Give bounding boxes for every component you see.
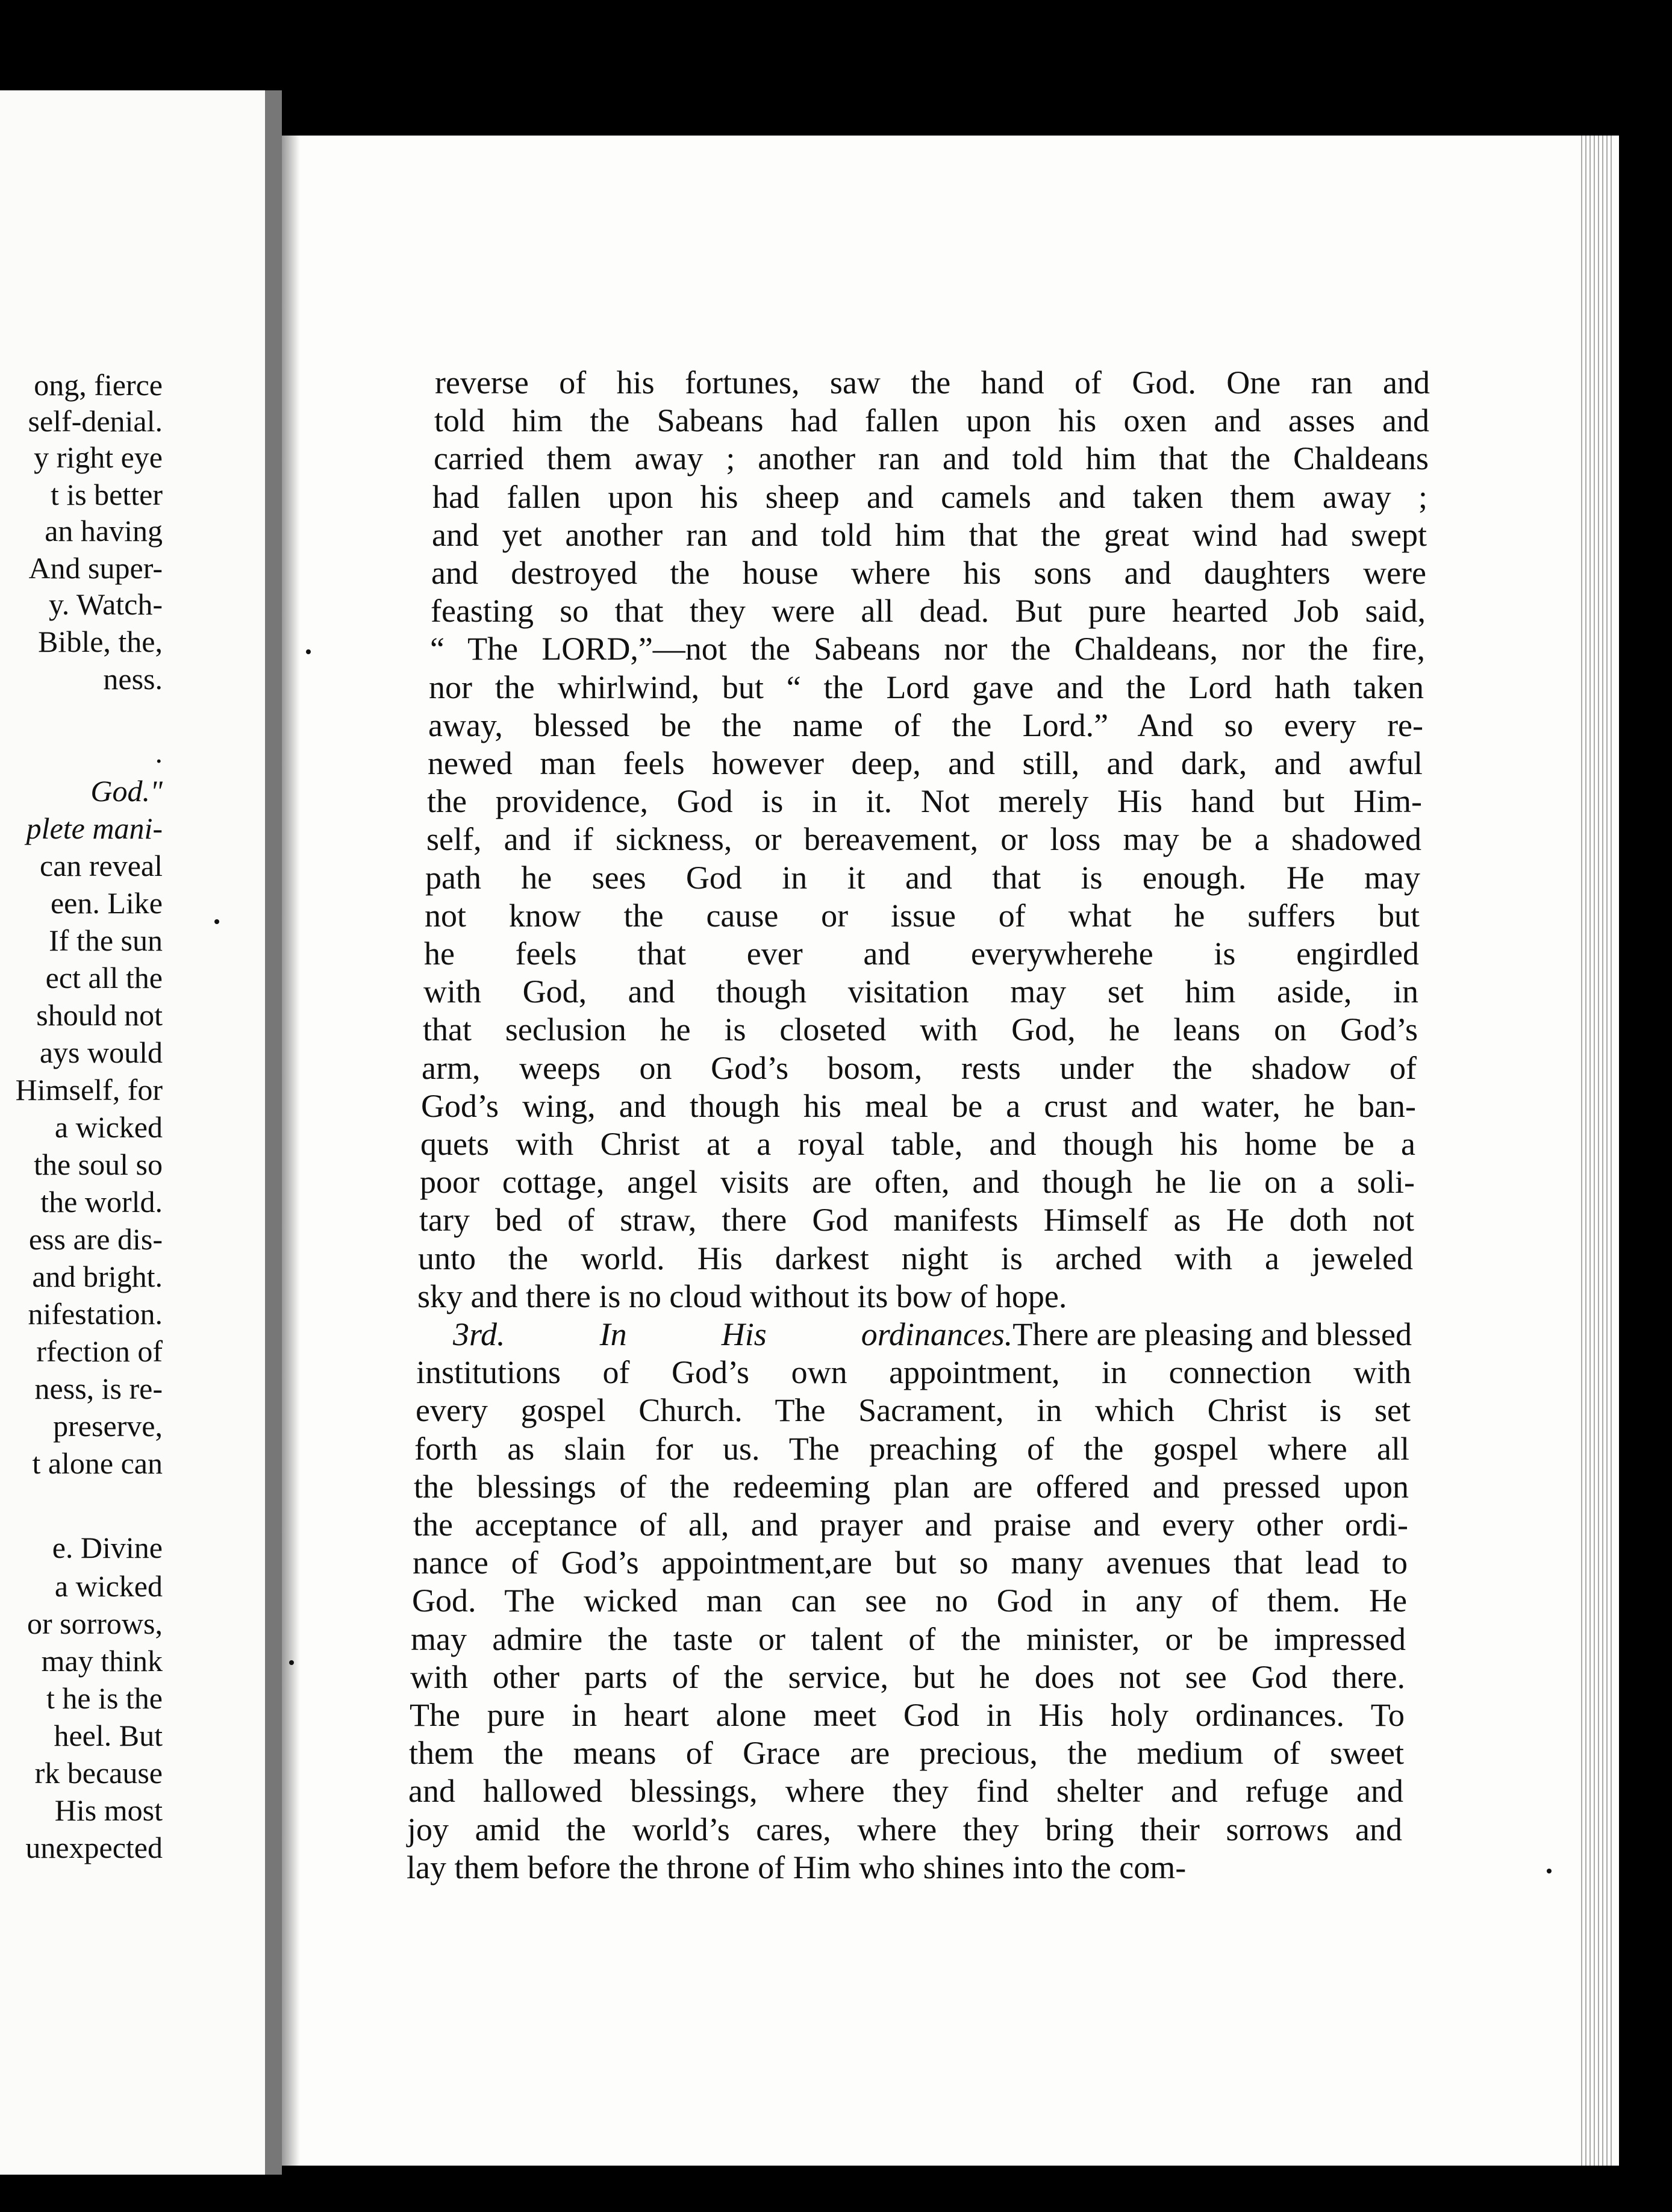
body-text-line: carried them away ; another ran and told him that the Chaldeans — [434, 440, 1429, 477]
left-page-line: nifestation. — [28, 1297, 163, 1331]
left-page-line: ess are dis- — [28, 1222, 163, 1256]
left-page-line: ness, is re- — [34, 1372, 163, 1405]
body-text-line: nance of God’s appointment,are but so many avenues that lead to — [413, 1545, 1408, 1581]
body-text-line: quets with Christ at a royal table, and though his home be a — [420, 1126, 1415, 1162]
left-page-line: rk because — [34, 1756, 163, 1790]
body-text-line: away, blessed be the name of the Lord.” And so every re- — [428, 707, 1423, 743]
section-lead-rest: There are pleasing and blessed — [1012, 1316, 1412, 1352]
left-page-line: And super- — [28, 551, 163, 585]
left-page-line: preserve, — [53, 1409, 163, 1443]
body-text-line: with God, and though visitation may set him aside, in — [423, 973, 1418, 1010]
page-edges — [1578, 136, 1612, 2166]
book-gutter — [265, 90, 282, 2175]
body-text-line: the blessings of the redeeming plan are offered and pressed upon — [414, 1468, 1409, 1505]
body-text-line: may admire the taste or talent of the minister, or be impressed — [411, 1620, 1406, 1657]
body-text-line: institutions of God’s own appointment, in connection with — [416, 1354, 1411, 1391]
left-page-line: Bible, the, — [38, 625, 163, 658]
body-text-line: tary bed of straw, there God manifests Himself as He doth not — [419, 1202, 1414, 1239]
body-text-line: told him the Sabeans had fallen upon his oxen and asses and — [434, 402, 1429, 439]
left-page-line: Himself, for — [15, 1073, 163, 1107]
body-text-line: The pure in heart alone meet God in His holy ordinances. To — [410, 1697, 1405, 1733]
left-page-line: a wicked — [54, 1110, 163, 1144]
body-text-line: unto the world. His darkest night is arched with a jeweled — [418, 1240, 1413, 1276]
body-text-line: the providence, God is in it. Not merely His hand but Him- — [427, 783, 1422, 820]
left-page-line: y. Watch- — [49, 587, 163, 621]
left-page-line: ays would — [39, 1036, 163, 1069]
left-page-line: y right eye — [34, 440, 163, 474]
body-text-line: not know the cause or issue of what he suffers but — [425, 897, 1420, 934]
left-page-line: can reveal — [39, 849, 163, 883]
left-page-line: a wicked — [54, 1569, 163, 1603]
left-page-line: unexpected — [25, 1831, 163, 1864]
body-text-line: with other parts of the service, but he does not see God there. — [410, 1658, 1405, 1695]
body-text-line: forth as slain for us. The preaching of the gospel where all — [414, 1430, 1409, 1467]
left-page-line: een. Like — [50, 886, 163, 920]
left-page-line: e. Divine — [52, 1531, 163, 1564]
body-text-line: self, and if sickness, or bereavement, or loss may be a shadowed — [426, 821, 1421, 858]
gutter-shadow — [282, 136, 300, 2166]
body-text-line: poor cottage, angel visits are often, and though he lie on a soli- — [420, 1164, 1415, 1201]
body-text-line: the acceptance of all, and prayer and praise and every other ordi- — [413, 1507, 1408, 1543]
body-text-line: and destroyed the house where his sons and daughters were — [431, 555, 1426, 591]
body-text-line: sky and there is no cloud without its bow of hope. — [417, 1278, 1067, 1314]
left-page-line: t he is the — [46, 1681, 163, 1715]
body-text-line: he feels that ever and everywherehe is engirdled — [424, 936, 1419, 972]
body-text-line: lay them before the throne of Him who shines into the com- — [407, 1849, 1187, 1886]
body-text-line: reverse of his fortunes, saw the hand of God. One ran and — [435, 364, 1430, 401]
left-page-line: . — [155, 736, 163, 769]
left-page-line: an having — [45, 514, 163, 548]
body-text-line: joy amid the world’s cares, where they bring their sorrows and — [407, 1811, 1402, 1848]
left-page-line: should not — [36, 998, 163, 1032]
body-text-line — [417, 1316, 1412, 1353]
speck-mark — [214, 919, 219, 924]
body-text-line: nor the whirlwind, but “ the Lord gave and the Lord hath taken — [429, 669, 1424, 705]
body-text-line: newed man feels however deep, and still, and dark, and awful — [428, 745, 1423, 781]
left-page-line: the world. — [40, 1185, 163, 1219]
left-page-line: plete mani- — [26, 811, 163, 845]
body-text-line: path he sees God in it and that is enough. He may — [425, 859, 1420, 896]
body-text-line: had fallen upon his sheep and camels and taken them away ; — [432, 478, 1427, 515]
left-page-line: ong, fierce — [34, 368, 163, 402]
body-text-line: and hallowed blessings, where they find shelter and refuge and — [408, 1773, 1403, 1810]
left-page-line: rfection of — [36, 1334, 163, 1368]
body-text-line: every gospel Church. The Sacrament, in which Christ is set — [416, 1392, 1411, 1429]
left-page-line: God." — [90, 774, 163, 808]
body-text-line: God’s wing, and though his meal be a crust and water, he ban- — [421, 1087, 1416, 1124]
left-page-line: the soul so — [34, 1148, 163, 1181]
body-text-line: them the means of Grace are precious, the medium of sweet — [409, 1735, 1404, 1772]
left-page-line: heel. But — [54, 1719, 163, 1752]
left-page-line: self-denial. — [28, 404, 163, 438]
section-lead: 3rd. In His ordinances. — [453, 1316, 1013, 1352]
body-text-line: arm, weeps on God’s bosom, rests under the shadow of — [422, 1049, 1417, 1086]
body-text-line: that seclusion he is closeted with God, he leans on God’s — [423, 1011, 1418, 1048]
left-page-line: or sorrows, — [27, 1607, 163, 1640]
speck-mark — [306, 649, 311, 654]
left-page-line: and bright. — [32, 1260, 163, 1293]
speck-mark — [1547, 1869, 1552, 1873]
left-page-line: t is better — [50, 478, 163, 511]
body-text-line: God. The wicked man can see no God in any of them. He — [412, 1582, 1407, 1619]
speck-mark — [289, 1660, 294, 1665]
body-text-line: and yet another ran and told him that the great wind had swept — [432, 516, 1427, 553]
left-page-line: His most — [54, 1793, 163, 1827]
left-page-line: ness. — [103, 662, 163, 696]
body-text-line: “ The LORD,”—not the Sabeans nor the Chaldeans, nor the fire, — [430, 631, 1425, 667]
left-page-line: ect all the — [45, 961, 163, 995]
body-text-line: feasting so that they were all dead. But pure hearted Job said, — [431, 593, 1426, 630]
left-page-line: If the sun — [49, 923, 163, 957]
left-page-line: t alone can — [32, 1446, 163, 1480]
left-page-line: may think — [41, 1644, 163, 1678]
